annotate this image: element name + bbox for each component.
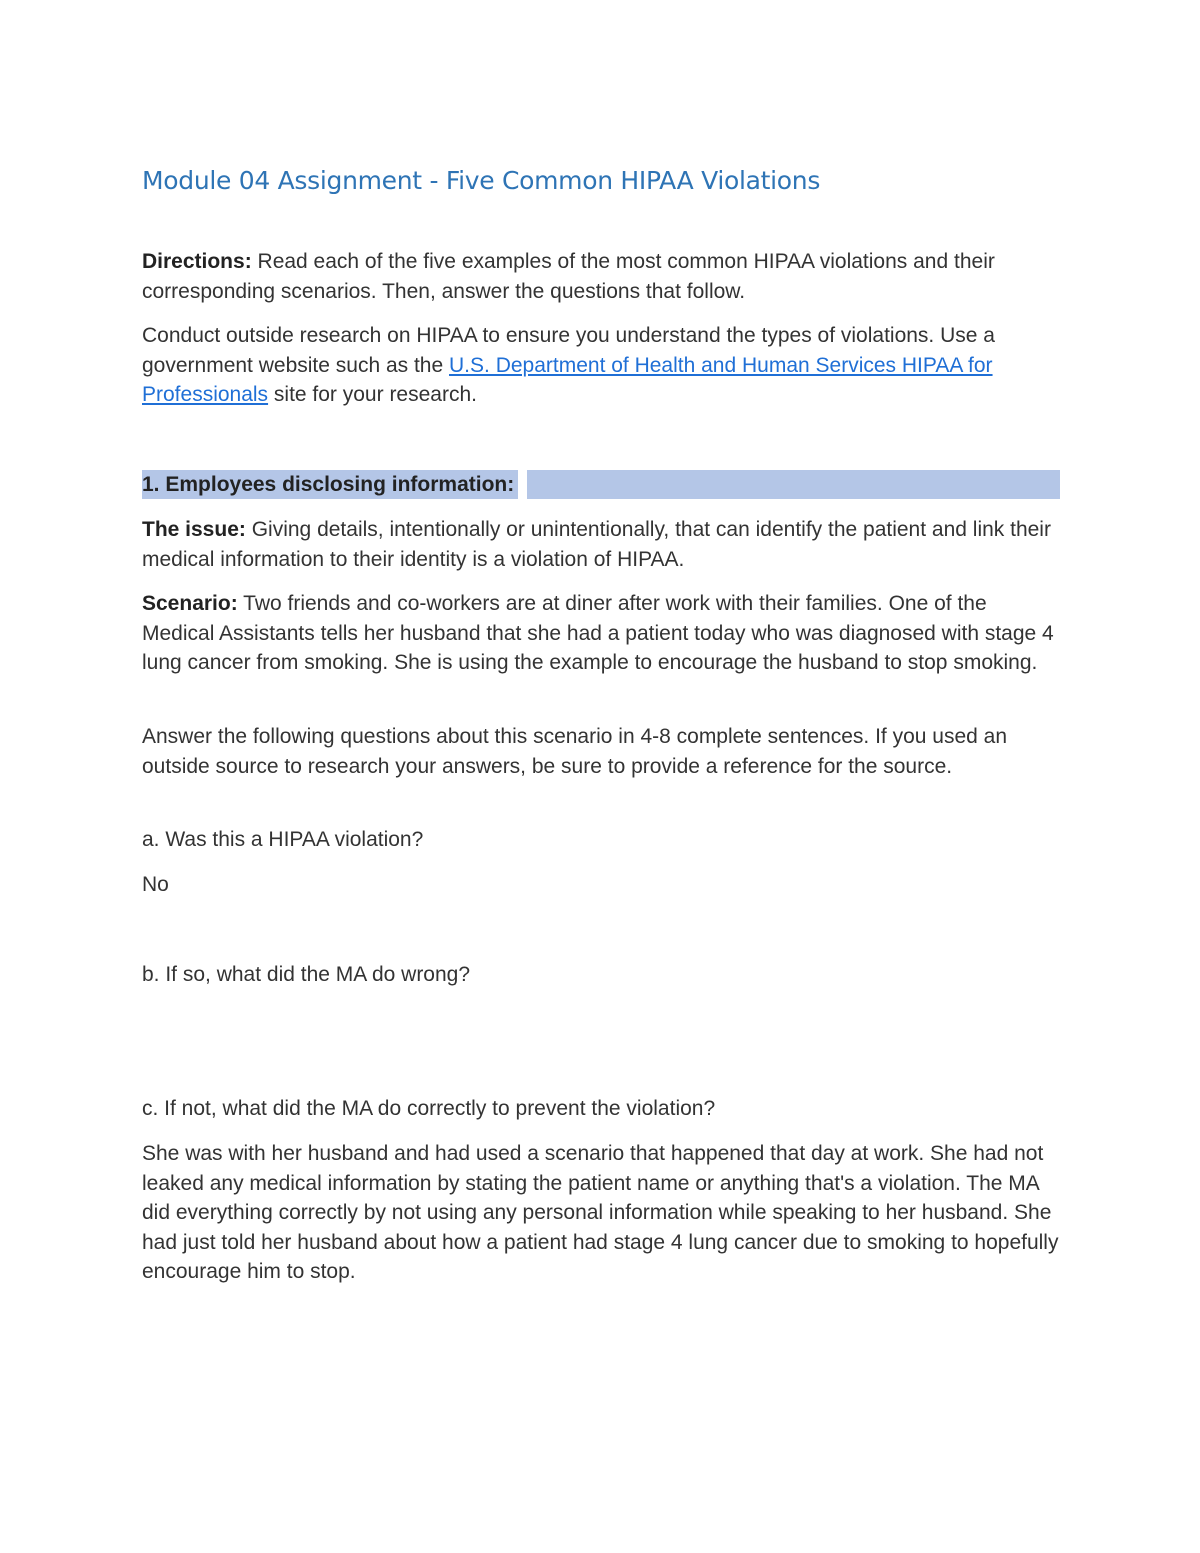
document-title: Module 04 Assignment - Five Common HIPAA Violations <box>142 166 821 195</box>
scenario-paragraph <box>142 589 1060 678</box>
research-paragraph <box>142 321 1060 410</box>
section-1-heading-bar <box>527 470 1060 499</box>
answer-a: No <box>142 873 169 896</box>
hhs-hipaa-link[interactable]: U.S. Department of Health and Human Services HIPAA for Professionals <box>142 353 993 406</box>
instructions-paragraph: Answer the following questions about this scenario in 4-8 complete sentences. If you used an outside source to research your answers, be sure to provide a reference for the source. <box>142 725 1008 778</box>
question-b: b. If so, what did the MA do wrong? <box>142 963 471 986</box>
research-text-before: Conduct outside research on HIPAA to ensure you understand the types of violations. Use a government website such as the <box>142 324 995 377</box>
scenario-label: Scenario: <box>142 592 238 615</box>
directions-label: Directions: <box>142 250 252 273</box>
scenario-text: Two friends and co-workers are at diner after work with their families. One of the Medical Assistants tells her husband that she had a patient today who was diagnosed with stage 4 lung cancer from smoking. She is using the example to encourage the husband to stop smoking. <box>142 592 1054 674</box>
research-text-after: site for your research. <box>268 383 477 406</box>
directions-text: Read each of the five examples of the most common HIPAA violations and their corresponding scenarios. Then, answer the questions that follow. <box>142 250 995 303</box>
directions-paragraph <box>142 247 1060 306</box>
issue-paragraph <box>142 515 1060 574</box>
answer-c: She was with her husband and had used a scenario that happened that day at work. She had not leaked any medical information by stating the patient name or anything that's a violation. The MA did everything correctly by not using any personal information while speaking to her husband. She had just told her husband about how a patient had stage 4 lung cancer due to smoking to hopefully encourage him to stop. <box>142 1142 1059 1283</box>
question-a: a. Was this a HIPAA violation? <box>142 828 424 851</box>
question-c: c. If not, what did the MA do correctly to prevent the violation? <box>142 1097 716 1120</box>
issue-label: The issue: <box>142 518 246 541</box>
section-1-heading <box>142 470 1060 499</box>
section-1-heading-label: 1. Employees disclosing information: <box>142 470 518 499</box>
issue-text: Giving details, intentionally or unintentionally, that can identify the patient and link their medical information to their identity is a violation of HIPAA. <box>142 518 1051 571</box>
